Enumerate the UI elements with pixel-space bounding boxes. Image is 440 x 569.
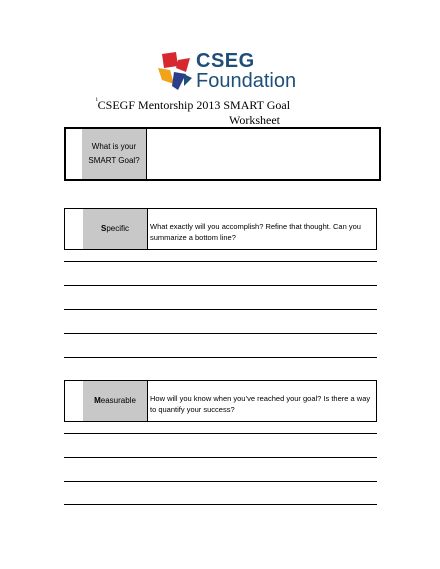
answer-line[interactable] (64, 333, 377, 334)
answer-line[interactable] (64, 433, 377, 434)
measurable-label-cell (83, 381, 148, 421)
cseg-foundation-logo (156, 48, 296, 96)
goal-label-cell (82, 129, 147, 179)
goal-label: What is your SMART Goal? (88, 142, 140, 165)
logo-text-cseg: CSEG (196, 50, 255, 72)
answer-line[interactable] (64, 261, 377, 262)
goal-input-area[interactable] (147, 129, 379, 179)
measurable-label-rest: easurable (100, 396, 136, 405)
specific-box-stub (65, 209, 84, 249)
specific-label (101, 222, 129, 236)
specific-box (64, 208, 377, 250)
measurable-label (94, 394, 136, 408)
logo-text-foundation: Foundation (196, 70, 297, 92)
title-footnote-marker: i (96, 97, 98, 103)
title-line1: CSEGF Mentorship 2013 SMART Goal (97, 98, 291, 112)
document-title (96, 98, 290, 113)
answer-line[interactable] (64, 357, 377, 358)
specific-label-rest: pecific (106, 224, 130, 233)
answer-line[interactable] (64, 457, 377, 458)
measurable-box-stub (65, 381, 84, 421)
maple-leaf-icon (156, 50, 196, 94)
title-line2: Worksheet (229, 113, 281, 127)
measurable-label-initial: M (94, 396, 101, 405)
specific-question: What exactly will you accomplish? Refine that thought. Can you summarize a bottom line? (150, 222, 361, 242)
goal-box-stub (66, 129, 83, 179)
answer-line[interactable] (64, 309, 377, 310)
answer-line[interactable] (64, 504, 377, 505)
measurable-box (64, 380, 377, 422)
answer-line[interactable] (64, 481, 377, 482)
answer-line[interactable] (64, 285, 377, 286)
specific-label-initial: S (100, 224, 107, 233)
measurable-question: How will you know when you’ve reached your goal? Is there a way to quantify your success? (150, 394, 371, 414)
smart-goal-box (64, 127, 381, 181)
specific-label-cell (83, 209, 148, 249)
